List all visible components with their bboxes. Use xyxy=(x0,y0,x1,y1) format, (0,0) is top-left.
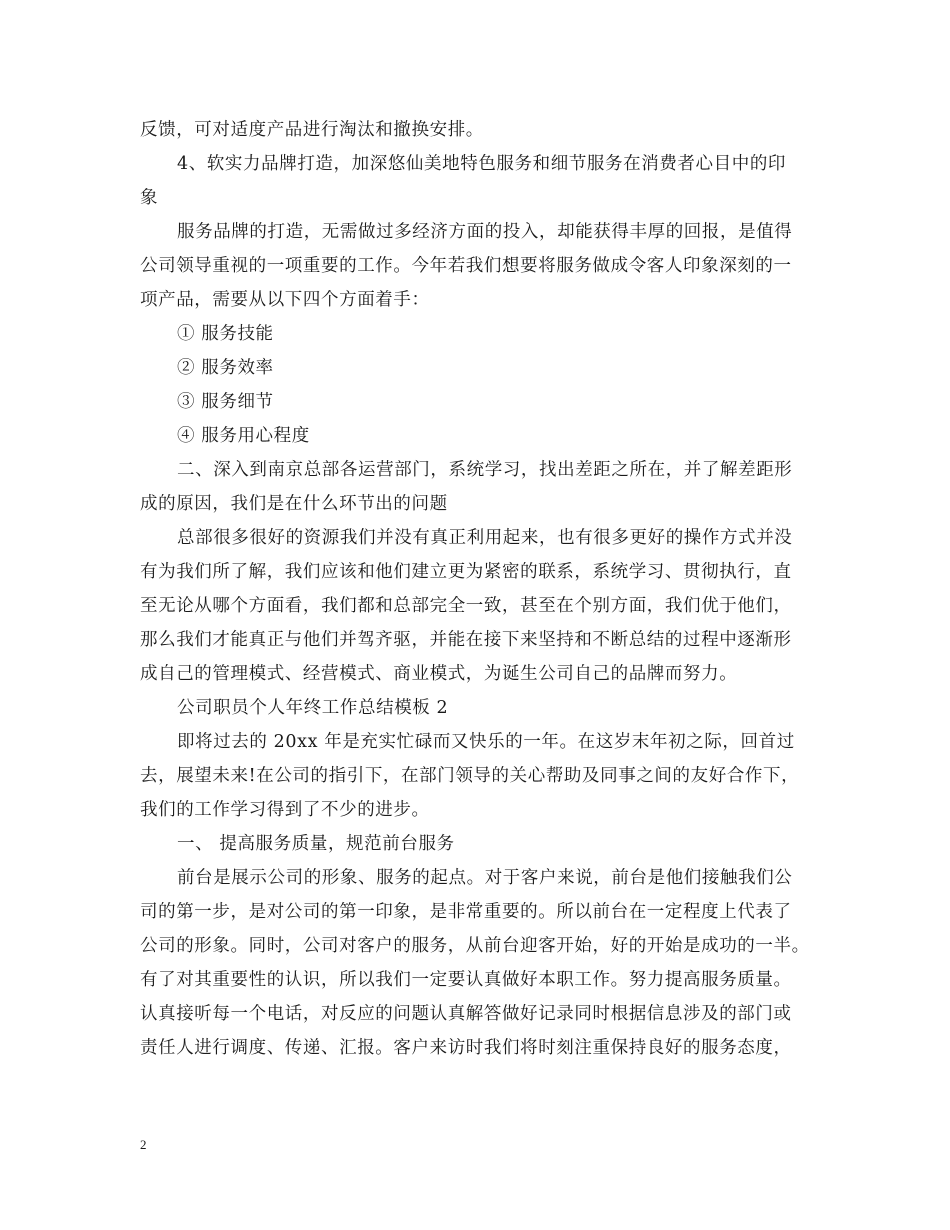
text-line: 反馈，可对适度产品进行淘汰和撤换安排。 xyxy=(140,120,484,140)
text-line: 那么我们才能真正与他们并驾齐驱，并能在接下来坚持和不断总结的过程中逐渐形 xyxy=(140,630,792,650)
text-line: 有为我们所了解，我们应该和他们建立更为紧密的联系，系统学习、贯彻执行，直 xyxy=(140,562,792,582)
paragraph-start: 即将过去的 20xx 年是充实忙碌而又快乐的一年。在这岁末年初之际，回首过 xyxy=(177,732,795,752)
text-line: 象 xyxy=(140,188,159,208)
text-line: 有了对其重要性的认识，所以我们一定要认真做好本职工作。努力提高服务质量。 xyxy=(140,970,792,990)
text-line: 我们的工作学习得到了不少的进步。 xyxy=(140,800,430,820)
paragraph-start: 总部很多很好的资源我们并没有真正利用起来，也有很多更好的操作方式并没 xyxy=(177,528,793,548)
text-line: 责任人进行调度、传递、汇报。客户来访时我们将时刻注重保持良好的服务态度， xyxy=(140,1038,792,1058)
list-item: ② 服务效率 xyxy=(177,358,274,378)
document-title: 公司职员个人年终工作总结模板 2 xyxy=(177,698,449,718)
text-line: 成的原因，我们是在什么环节出的问题 xyxy=(140,494,448,514)
list-item: ① 服务技能 xyxy=(177,324,274,344)
section-heading: 4、软实力品牌打造，加深悠仙美地特色服务和细节服务在消费者心目中的印 xyxy=(177,154,787,174)
section-heading: 一、 提高服务质量，规范前台服务 xyxy=(177,834,455,854)
text-line: 至无论从哪个方面看，我们都和总部完全一致，甚至在个别方面，我们优于他们， xyxy=(140,596,792,616)
page-number: 2 xyxy=(140,1137,147,1152)
paragraph-start: 前台是展示公司的形象、服务的起点。对于客户来说，前台是他们接触我们公 xyxy=(177,868,793,888)
text-line: 去，展望未来!在公司的指引下，在部门领导的关心帮助及同事之间的友好合作下， xyxy=(140,766,800,786)
text-line: 项产品，需要从以下四个方面着手： xyxy=(140,290,430,310)
text-line: 认真接听每一个电话，对反应的问题认真解答做好记录同时根据信息涉及的部门或 xyxy=(140,1004,792,1024)
text-line: 司的第一步，是对公司的第一印象，是非常重要的。所以前台在一定程度上代表了 xyxy=(140,902,792,922)
paragraph-start: 服务品牌的打造，无需做过多经济方面的投入，却能获得丰厚的回报，是值得 xyxy=(177,222,793,242)
text-line: 成自己的管理模式、经营模式、商业模式，为诞生公司自己的品牌而努力。 xyxy=(140,664,738,684)
list-item: ④ 服务用心程度 xyxy=(177,426,310,446)
section-heading: 二、深入到南京总部各运营部门，系统学习，找出差距之所在，并了解差距形 xyxy=(177,460,793,480)
text-line: 公司领导重视的一项重要的工作。今年若我们想要将服务做成令客人印象深刻的一 xyxy=(140,256,792,276)
list-item: ③ 服务细节 xyxy=(177,392,274,412)
text-line: 公司的形象。同时，公司对客户的服务，从前台迎客开始，好的开始是成功的一半。 xyxy=(140,936,810,956)
